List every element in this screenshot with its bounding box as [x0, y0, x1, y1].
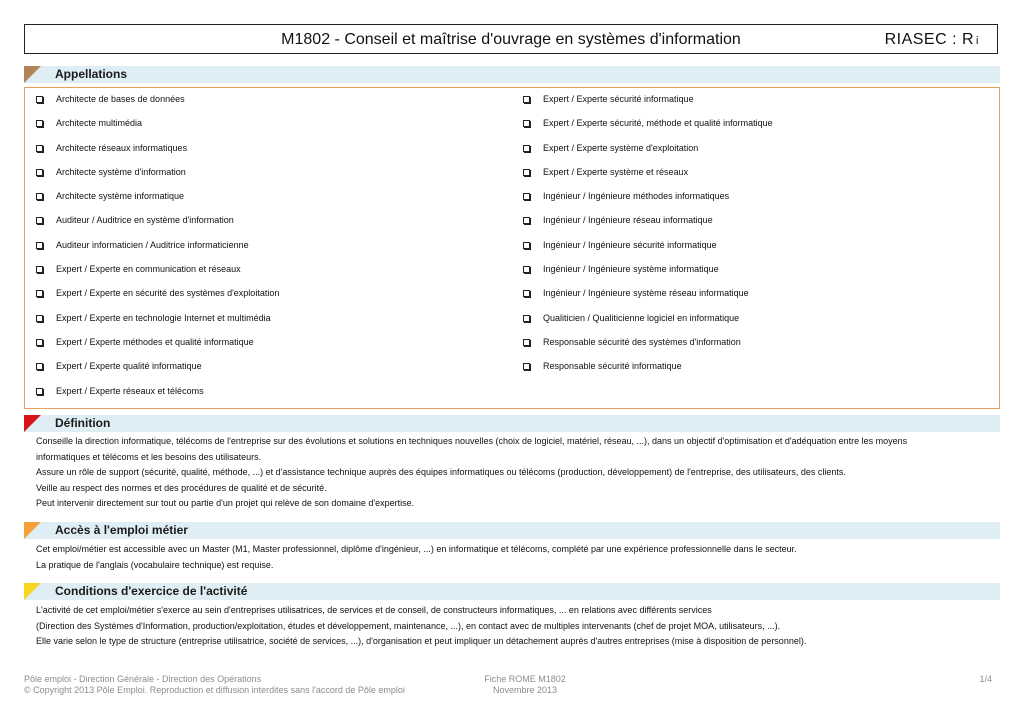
section-title-acces: Accès à l'emploi métier	[55, 523, 188, 537]
page-title: M1802 - Conseil et maîtrise d'ouvrage en systèmes d'information	[281, 31, 741, 48]
checkbox-bullet-icon	[36, 193, 43, 200]
checkbox-bullet-icon	[36, 145, 43, 152]
list-item: Expert / Experte qualité informatique	[34, 360, 279, 384]
checkbox-bullet-icon	[36, 242, 43, 249]
paragraph-line: Conseille la direction informatique, télécoms de l'entreprise sur des évolutions et solutions en techniques nouvelles (choix de logiciel, matériel, réseau, ...), dans un objectif d'optimisation et d'adéquation entre les moyens	[36, 436, 908, 446]
checkbox-bullet-icon	[36, 363, 43, 370]
footer-copyright: © Copyright 2013 Pôle Emploi. Reproduction et diffusion interdites sans l'accord de Pôle emploi	[24, 685, 405, 695]
paragraph-line: (Direction des Systèmes d'Information, production/exploitation, études et développement, maintenance, ...), en contact avec de multiples intervenants (chef de projet MOA, utilisateurs, ...).	[36, 620, 781, 631]
section-title-definition: Définition	[55, 416, 111, 430]
section-header-acces	[24, 522, 1000, 539]
list-item: Expert / Experte système et réseaux	[521, 166, 773, 190]
appellations-box	[24, 87, 1000, 409]
list-item: Ingénieur / Ingénieure réseau informatique	[521, 214, 773, 238]
list-item: Architecte système d'information	[34, 166, 279, 190]
footer-page-number: 1/4	[979, 674, 992, 684]
list-item: Expert / Experte sécurité informatique	[521, 93, 773, 117]
footer-fiche: Fiche ROME M1802	[484, 674, 566, 684]
paragraph-line: Peut intervenir directement sur tout ou partie d'un projet qui relève de son domaine d'expertise.	[36, 498, 415, 508]
checkbox-bullet-icon	[523, 315, 530, 322]
list-item: Expert / Experte en communication et réseaux	[34, 263, 279, 287]
checkbox-bullet-icon	[523, 217, 530, 224]
section-marker-icon	[24, 583, 41, 600]
list-item: Expert / Experte méthodes et qualité informatique	[34, 336, 279, 360]
list-item: Architecte système informatique	[34, 190, 279, 214]
paragraph-line: Cet emploi/métier est accessible avec un Master (M1, Master professionnel, diplôme d'ingénieur, ...) en informatique et télécoms, complété par une expérience professionnelle dans le secteur.	[36, 544, 797, 554]
list-item: Ingénieur / Ingénieure système réseau informatique	[521, 287, 773, 311]
list-item: Ingénieur / Ingénieure sécurité informatique	[521, 239, 773, 263]
conditions-text	[36, 603, 986, 650]
list-item: Expert / Experte en technologie Internet et multimédia	[34, 312, 279, 336]
paragraph-line: informatiques et télécoms et les besoins des utilisateurs.	[36, 451, 262, 462]
checkbox-bullet-icon	[36, 388, 43, 395]
checkbox-bullet-icon	[523, 266, 530, 273]
checkbox-bullet-icon	[36, 339, 43, 346]
list-item: Auditeur informaticien / Auditrice informaticienne	[34, 239, 279, 263]
list-item: Architecte multimédia	[34, 117, 279, 141]
footer-center	[450, 674, 600, 696]
riasec-main: R	[961, 31, 975, 48]
section-header-appellations	[24, 66, 1000, 83]
list-item: Qualiticien / Qualiticienne logiciel en informatique	[521, 312, 773, 336]
checkbox-bullet-icon	[523, 193, 530, 200]
list-item: Ingénieur / Ingénieure système informatique	[521, 263, 773, 287]
acces-text	[36, 542, 986, 573]
checkbox-bullet-icon	[523, 290, 530, 297]
checkbox-bullet-icon	[36, 120, 43, 127]
riasec-label: RIASEC :	[884, 31, 958, 48]
checkbox-bullet-icon	[523, 242, 530, 249]
checkbox-bullet-icon	[36, 169, 43, 176]
list-item: Ingénieur / Ingénieure méthodes informatiques	[521, 190, 773, 214]
checkbox-bullet-icon	[523, 339, 530, 346]
checkbox-bullet-icon	[36, 315, 43, 322]
footer-org: Pôle emploi - Direction Générale - Direction des Opérations	[24, 674, 262, 684]
paragraph-line: Assure un rôle de support (sécurité, qualité, méthode, ...) et d'assistance technique auprès des équipes informatiques ou télécoms (production, développement) de l'entreprise, des utilisateurs, des clients.	[36, 467, 846, 477]
list-item: Expert / Experte réseaux et télécoms	[34, 385, 279, 409]
list-item: Responsable sécurité des systèmes d'information	[521, 336, 773, 360]
list-item: Expert / Experte sécurité, méthode et qualité informatique	[521, 117, 773, 141]
appellations-right-list	[521, 93, 773, 385]
section-marker-icon	[24, 415, 41, 432]
appellations-left-list	[34, 93, 279, 409]
footer-date: Novembre 2013	[492, 685, 558, 695]
checkbox-bullet-icon	[36, 266, 43, 273]
section-header-definition	[24, 415, 1000, 432]
checkbox-bullet-icon	[36, 96, 43, 103]
paragraph-line: Elle varie selon le type de structure (entreprise utilisatrice, société de services, ...), d'organisation et peut impliquer un détachement auprès d'autres entreprises (mise à disposition de personnel).	[36, 636, 807, 646]
riasec-sub: i	[976, 35, 979, 47]
section-title-conditions: Conditions d'exercice de l'activité	[55, 584, 248, 598]
checkbox-bullet-icon	[523, 96, 530, 103]
riasec-code	[885, 31, 979, 49]
definition-text	[36, 434, 986, 512]
section-marker-icon	[24, 522, 41, 539]
list-item: Auditeur / Auditrice en système d'information	[34, 214, 279, 238]
checkbox-bullet-icon	[36, 217, 43, 224]
checkbox-bullet-icon	[523, 120, 530, 127]
footer-left	[24, 674, 405, 696]
list-item: Responsable sécurité informatique	[521, 360, 773, 384]
title-box	[24, 24, 998, 54]
section-marker-icon	[24, 66, 41, 83]
paragraph-line: L'activité de cet emploi/métier s'exerce au sein d'entreprises utilisatrices, de services et de conseil, de constructeurs informatiques, ... en relations avec différents services	[36, 605, 712, 615]
section-header-conditions	[24, 583, 1000, 600]
list-item: Expert / Experte en sécurité des systèmes d'exploitation	[34, 287, 279, 311]
list-item: Architecte de bases de données	[34, 93, 279, 117]
paragraph-line: La pratique de l'anglais (vocabulaire technique) est requise.	[36, 559, 274, 570]
checkbox-bullet-icon	[523, 363, 530, 370]
checkbox-bullet-icon	[36, 290, 43, 297]
list-item: Expert / Experte système d'exploitation	[521, 142, 773, 166]
paragraph-line: Veille au respect des normes et des procédures de qualité et de sécurité.	[36, 482, 327, 493]
section-title-appellations: Appellations	[55, 67, 128, 81]
checkbox-bullet-icon	[523, 145, 530, 152]
list-item: Architecte réseaux informatiques	[34, 142, 279, 166]
checkbox-bullet-icon	[523, 169, 530, 176]
